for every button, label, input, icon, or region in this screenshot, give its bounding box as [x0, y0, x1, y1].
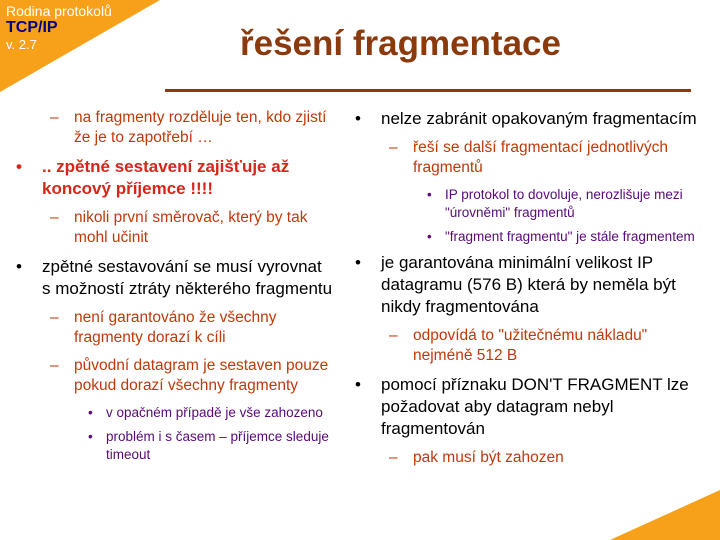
bullet-text: zpětné sestavování se musí vyrovnat s možností ztráty některého fragmentu	[42, 257, 333, 298]
bullet-item-level1	[16, 156, 334, 200]
dash-bullet-icon: –	[50, 209, 59, 226]
bullet-text: je garantována minimální velikost IP datagramu (576 B) která by neměla být nikdy fragmentována	[381, 253, 676, 316]
dot-bullet-icon: •	[355, 375, 361, 394]
bullet-text: pak musí být zahozen	[413, 449, 564, 466]
brand-block	[6, 4, 112, 52]
dot-bullet-icon: •	[427, 187, 432, 202]
bullet-text: řeší se další fragmentací jednotlivých fragmentů	[413, 139, 669, 176]
brand-family: Rodina protokolů	[6, 3, 112, 19]
bullet-text: problém i s časem – příjemce sleduje timeout	[106, 429, 329, 462]
bullet-item-level2	[16, 308, 334, 348]
title-underline	[165, 89, 691, 92]
dot-bullet-icon: •	[16, 257, 22, 276]
brand-version: v. 2.7	[6, 37, 37, 53]
dot-bullet-icon: •	[16, 157, 22, 176]
brand-protocol: TCP/IP	[6, 18, 58, 36]
corner-decoration-bottom-right	[610, 490, 720, 540]
dot-bullet-icon: •	[355, 109, 361, 128]
slide-title: řešení fragmentace	[240, 24, 561, 63]
bullet-item-level3	[355, 186, 710, 222]
bullet-text: pomocí příznaku DON'T FRAGMENT lze požadovat aby datagram nebyl fragmentován	[381, 375, 689, 438]
dash-bullet-icon: –	[50, 309, 59, 326]
dash-bullet-icon: –	[389, 449, 398, 466]
dash-bullet-icon: –	[389, 139, 398, 156]
bullet-text: odpovídá to "užitečnému nákladu" nejméně 512 B	[413, 327, 648, 364]
bullet-text: původní datagram je sestaven pouze pokud dorazí všechny fragmenty	[74, 357, 329, 394]
bullet-item-level2	[355, 448, 710, 468]
dot-bullet-icon: •	[88, 429, 93, 444]
left-column	[16, 108, 334, 470]
dash-bullet-icon: –	[50, 109, 59, 126]
bullet-text: "fragment fragmentu" je stále fragmentem	[445, 229, 695, 244]
bullet-item-level2	[16, 208, 334, 248]
dot-bullet-icon: •	[427, 229, 432, 244]
bullet-item-level3	[16, 404, 334, 422]
bullet-text: v opačném případě je vše zahozeno	[106, 405, 323, 420]
bullet-text: není garantováno že všechny fragmenty dorazí k cíli	[74, 309, 277, 346]
bullet-item-level3	[355, 228, 710, 246]
dash-bullet-icon: –	[389, 327, 398, 344]
bullet-item-level3	[16, 428, 334, 464]
dot-bullet-icon: •	[88, 405, 93, 420]
bullet-item-level2	[355, 326, 710, 366]
bullet-item-level2	[355, 138, 710, 178]
bullet-text: nikoli první směrovač, který by tak mohl učinit	[74, 209, 308, 246]
bullet-item-level1	[355, 374, 710, 440]
right-column	[355, 108, 710, 476]
bullet-item-level1	[16, 256, 334, 300]
bullet-item-level2	[16, 356, 334, 396]
bullet-item-level1	[355, 252, 710, 318]
bullet-text: na fragmenty rozděluje ten, kdo zjistí že je to zapotřebí …	[74, 109, 327, 146]
dash-bullet-icon: –	[50, 357, 59, 374]
dot-bullet-icon: •	[355, 253, 361, 272]
bullet-text: .. zpětné sestavení zajišťuje až koncový příjemce !!!!	[42, 157, 290, 198]
bullet-text: nelze zabránit opakovaným fragmentacím	[381, 109, 697, 128]
bullet-text: IP protokol to dovoluje, nerozlišuje mezi "úrovněmi" fragmentů	[445, 187, 683, 220]
bullet-item-level2	[16, 108, 334, 148]
bullet-item-level1	[355, 108, 710, 130]
